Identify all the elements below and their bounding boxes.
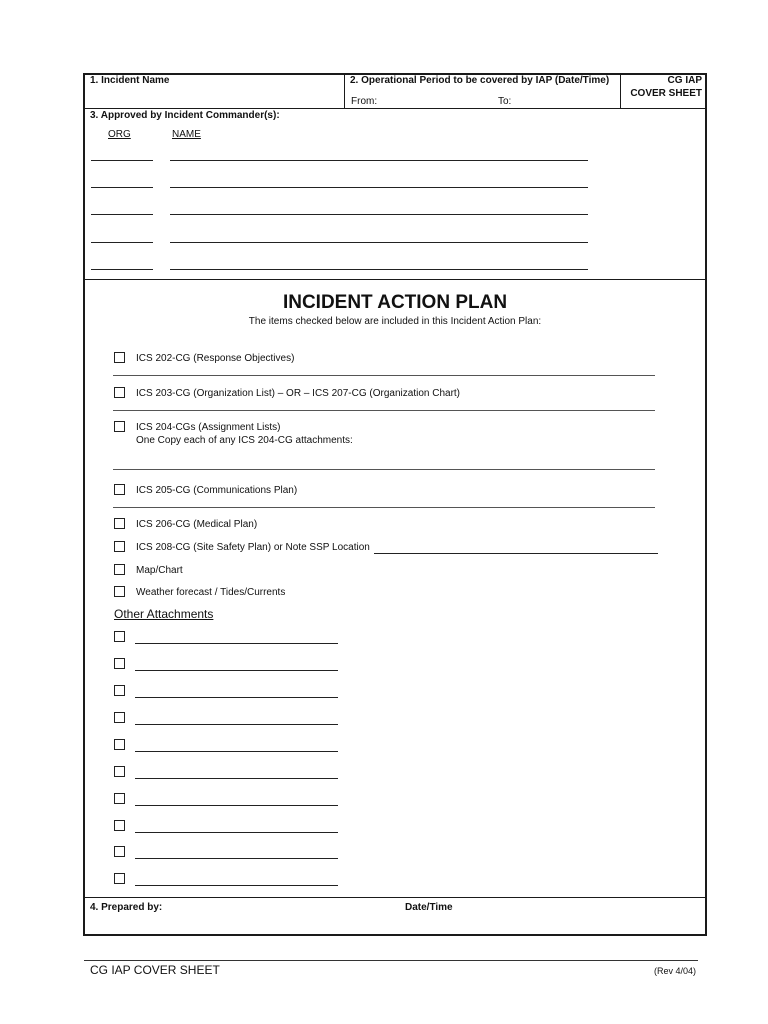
name-line-2[interactable] <box>170 187 588 188</box>
checkbox-ics-205[interactable] <box>114 484 125 495</box>
approved-by-label: 3. Approved by Incident Commander(s): <box>90 110 280 121</box>
checkbox-ics-206[interactable] <box>114 518 125 529</box>
org-line-1[interactable] <box>91 160 153 161</box>
incident-name-label: 1. Incident Name <box>90 75 170 86</box>
page-footer-title: CG IAP COVER SHEET <box>90 963 220 977</box>
item-ics-205: ICS 205-CG (Communications Plan) <box>136 485 298 496</box>
approved-bottom-rule <box>84 279 706 280</box>
prepared-top-rule <box>84 897 706 898</box>
org-line-2[interactable] <box>91 187 153 188</box>
checkbox-attachment-4[interactable] <box>114 712 125 723</box>
header-bottom-rule <box>84 108 706 109</box>
item-separator-1 <box>113 375 655 376</box>
attachment-line-4[interactable] <box>135 724 338 725</box>
attachment-line-9[interactable] <box>135 858 338 859</box>
plan-title: INCIDENT ACTION PLAN <box>282 292 508 313</box>
form-frame <box>83 73 707 936</box>
org-line-4[interactable] <box>91 242 153 243</box>
attachment-line-10[interactable] <box>135 885 338 886</box>
name-line-1[interactable] <box>170 160 588 161</box>
item-ics-204-attachments: One Copy each of any ICS 204-CG attachments: <box>136 435 353 446</box>
to-label: To: <box>498 96 512 107</box>
from-label: From: <box>351 96 378 107</box>
header-divider-1 <box>344 74 345 109</box>
checkbox-attachment-5[interactable] <box>114 739 125 750</box>
plan-subtitle: The items checked below are included in this Incident Action Plan: <box>248 316 542 327</box>
item-weather: Weather forecast / Tides/Currents <box>136 587 286 598</box>
attachment-line-7[interactable] <box>135 805 338 806</box>
from-field[interactable] <box>380 93 490 107</box>
attachment-line-5[interactable] <box>135 751 338 752</box>
cover-title-line1: CG IAP <box>667 75 702 86</box>
org-line-5[interactable] <box>91 269 153 270</box>
item-ics-206: ICS 206-CG (Medical Plan) <box>136 519 258 530</box>
header-divider-2 <box>620 74 621 109</box>
name-line-4[interactable] <box>170 242 588 243</box>
page-footer-rule <box>84 960 698 961</box>
checkbox-map-chart[interactable] <box>114 564 125 575</box>
item-ics-202: ICS 202-CG (Response Objectives) <box>136 353 295 364</box>
ssp-location-line[interactable] <box>374 553 658 554</box>
checkbox-attachment-9[interactable] <box>114 846 125 857</box>
to-field[interactable] <box>515 93 615 107</box>
org-line-3[interactable] <box>91 214 153 215</box>
name-column-header: NAME <box>172 129 201 140</box>
checkbox-weather[interactable] <box>114 586 125 597</box>
item-separator-4 <box>113 507 655 508</box>
checkbox-attachment-10[interactable] <box>114 873 125 884</box>
item-separator-3 <box>113 469 655 470</box>
date-time-field[interactable] <box>460 900 700 930</box>
checkbox-attachment-7[interactable] <box>114 793 125 804</box>
prepared-by-label: 4. Prepared by: <box>90 902 163 913</box>
op-period-label: 2. Operational Period to be covered by IAP (Date/Time) <box>350 75 610 86</box>
cover-title-line2: COVER SHEET <box>630 88 702 99</box>
attachment-line-3[interactable] <box>135 697 338 698</box>
attachment-line-8[interactable] <box>135 832 338 833</box>
org-column-header: ORG <box>108 129 131 140</box>
other-attachments-label: Other Attachments <box>114 607 214 621</box>
attachment-line-1[interactable] <box>135 643 338 644</box>
prepared-by-field[interactable] <box>170 900 390 930</box>
checkbox-attachment-3[interactable] <box>114 685 125 696</box>
item-ics-208: ICS 208-CG (Site Safety Plan) or Note SSP Location <box>136 542 370 553</box>
name-line-5[interactable] <box>170 269 588 270</box>
checkbox-attachment-8[interactable] <box>114 820 125 831</box>
page-footer-revision: (Rev 4/04) <box>653 966 696 976</box>
checkbox-ics-203[interactable] <box>114 387 125 398</box>
name-line-3[interactable] <box>170 214 588 215</box>
item-map-chart: Map/Chart <box>136 565 183 576</box>
attachment-line-2[interactable] <box>135 670 338 671</box>
checkbox-attachment-6[interactable] <box>114 766 125 777</box>
checkbox-attachment-2[interactable] <box>114 658 125 669</box>
incident-name-field[interactable] <box>86 88 342 107</box>
item-separator-2 <box>113 410 655 411</box>
date-time-label: Date/Time <box>405 902 453 913</box>
checkbox-ics-204[interactable] <box>114 421 125 432</box>
checkbox-ics-202[interactable] <box>114 352 125 363</box>
checkbox-attachment-1[interactable] <box>114 631 125 642</box>
item-ics-204: ICS 204-CGs (Assignment Lists) <box>136 422 281 433</box>
checkbox-ics-208[interactable] <box>114 541 125 552</box>
item-ics-203: ICS 203-CG (Organization List) – OR – ICS 207-CG (Organization Chart) <box>136 388 461 399</box>
attachment-line-6[interactable] <box>135 778 338 779</box>
